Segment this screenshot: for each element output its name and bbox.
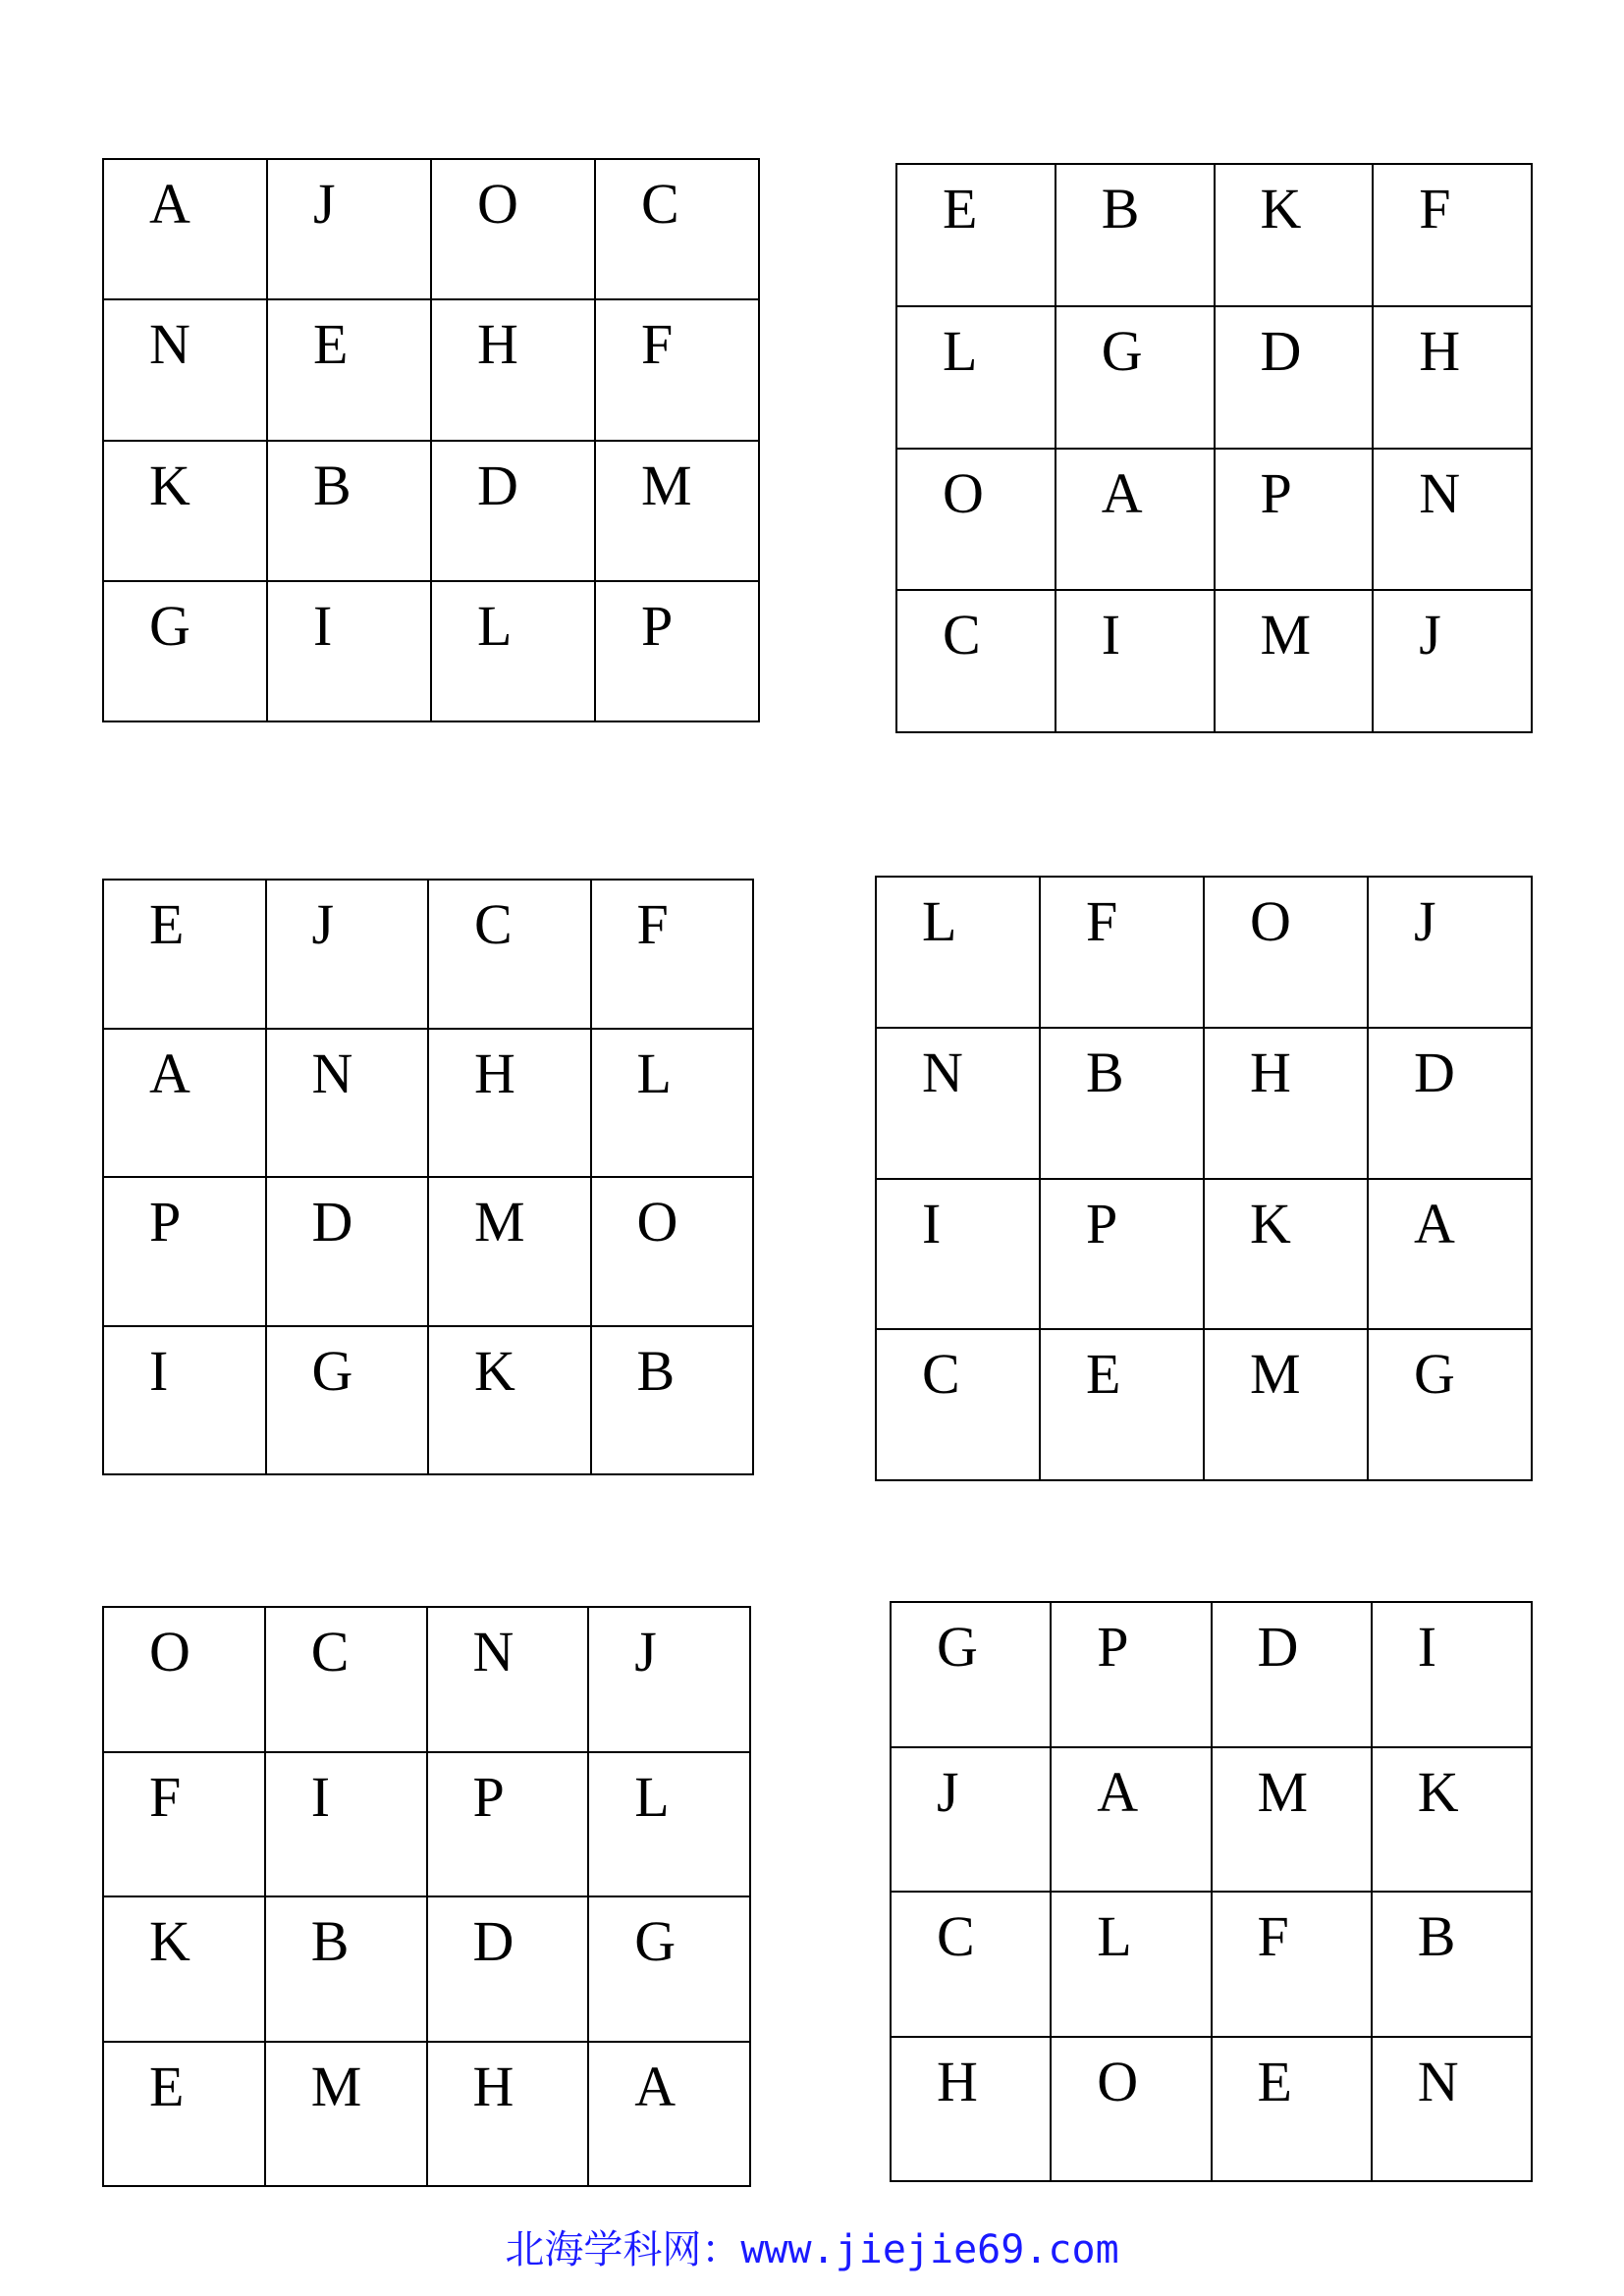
grid-cell — [103, 581, 267, 721]
grid-row — [876, 1179, 1532, 1330]
grid-cell — [428, 1029, 591, 1178]
cell-letter: E — [1086, 1342, 1121, 1407]
grid-cell — [1215, 590, 1374, 732]
cell-letter: C — [641, 172, 679, 236]
grid-row — [103, 1896, 750, 2042]
grid-cell — [1204, 1329, 1368, 1480]
cell-letter: J — [313, 172, 336, 236]
grid-cell — [876, 877, 1040, 1028]
cell-letter: G — [149, 593, 190, 658]
grid-cell — [1040, 877, 1204, 1028]
cell-letter: F — [1257, 1904, 1289, 1968]
cell-letter: B — [313, 453, 352, 517]
grid-cell — [1212, 2037, 1372, 2182]
grid-cell — [1215, 306, 1374, 449]
letter-grid-1 — [102, 158, 760, 722]
cell-letter: L — [634, 1764, 670, 1829]
cell-letter: N — [1417, 2049, 1459, 2113]
grid-cell — [267, 159, 431, 299]
grid-cell — [103, 2042, 265, 2187]
grid-cell — [427, 1607, 589, 1752]
footer-site-name: 北海学科网： — [505, 2227, 741, 2272]
grid-cell — [103, 159, 267, 299]
cell-letter: N — [149, 312, 190, 377]
cell-letter: M — [310, 2054, 362, 2118]
cell-letter: I — [313, 593, 333, 658]
cell-letter: N — [311, 1041, 353, 1105]
grid-cell — [103, 1607, 265, 1752]
cell-letter: P — [641, 593, 674, 658]
cell-letter: I — [922, 1191, 942, 1255]
cell-letter: K — [149, 453, 190, 517]
grid-cell — [266, 880, 429, 1029]
cell-letter: K — [149, 1909, 190, 1973]
cell-letter: H — [1250, 1040, 1291, 1104]
cell-letter: A — [149, 1041, 190, 1105]
cell-letter: E — [149, 2054, 185, 2118]
grid-row — [103, 581, 759, 721]
grid-cell — [267, 441, 431, 581]
cell-letter: L — [922, 889, 957, 953]
grid-cell — [103, 1029, 266, 1178]
cell-letter: A — [634, 2054, 677, 2118]
cell-letter: E — [943, 177, 978, 240]
letter-grid-4 — [875, 876, 1533, 1481]
grid-cell — [1056, 449, 1215, 591]
grid-cell — [265, 1607, 427, 1752]
grid-cell — [103, 299, 267, 440]
grid-cell — [595, 581, 759, 721]
grid-cell — [1212, 1602, 1372, 1747]
grid-cell — [266, 1029, 429, 1178]
grid-cell — [1051, 1602, 1211, 1747]
grid-cell — [896, 164, 1056, 306]
cell-letter: N — [1419, 460, 1461, 525]
letter-grid-5 — [102, 1606, 751, 2187]
cell-letter: G — [634, 1909, 677, 1973]
grid-cell — [1040, 1179, 1204, 1330]
cell-letter: H — [937, 2049, 978, 2113]
grid-cell — [265, 2042, 427, 2187]
grid-cell — [431, 299, 595, 440]
grid-cell — [588, 1607, 750, 1752]
grid-cell — [1056, 590, 1215, 732]
cell-letter: J — [1419, 603, 1441, 667]
grid-cell — [428, 1326, 591, 1475]
cell-letter: D — [1414, 1040, 1455, 1104]
grid-cell — [267, 299, 431, 440]
grid-cell — [1368, 1329, 1532, 1480]
footer-url-link[interactable]: www.jiejie69.com — [740, 2227, 1119, 2272]
cell-letter: F — [641, 312, 674, 377]
cell-letter: M — [1260, 603, 1312, 667]
grid-cell — [1204, 1179, 1368, 1330]
cell-letter: L — [477, 593, 513, 658]
cell-letter: F — [149, 1764, 182, 1829]
letter-grid-6 — [890, 1601, 1533, 2182]
grid-row — [876, 877, 1532, 1028]
cell-letter: D — [472, 1909, 514, 1973]
grid-row — [876, 1028, 1532, 1179]
grid-cell — [428, 880, 591, 1029]
grid-row — [103, 1326, 753, 1475]
grid-cell — [103, 1752, 265, 1897]
grid-cell — [588, 2042, 750, 2187]
cell-letter: F — [1086, 889, 1118, 953]
cell-letter: P — [472, 1764, 505, 1829]
grid-cell — [103, 1177, 266, 1326]
grid-cell — [427, 1896, 589, 2042]
grid-row — [896, 306, 1532, 449]
grid-cell — [428, 1177, 591, 1326]
grid-cell — [427, 2042, 589, 2187]
cell-letter: B — [636, 1338, 676, 1403]
grid-cell — [1373, 164, 1532, 306]
cell-letter: J — [634, 1620, 657, 1683]
cell-letter: J — [1414, 889, 1436, 953]
grid-row — [103, 880, 753, 1029]
cell-letter: E — [1257, 2049, 1292, 2113]
cell-letter: G — [1414, 1342, 1455, 1407]
grid-cell — [595, 299, 759, 440]
grid-row — [103, 1752, 750, 1897]
cell-letter: N — [472, 1620, 514, 1683]
grid-row — [891, 1602, 1532, 1747]
grid-cell — [1040, 1028, 1204, 1179]
grid-row — [103, 1607, 750, 1752]
grid-cell — [1204, 877, 1368, 1028]
grid-cell — [1040, 1329, 1204, 1480]
grid-cell — [1212, 1892, 1372, 2037]
cell-letter: D — [1257, 1615, 1299, 1679]
grid-row — [891, 2037, 1532, 2182]
grid-cell — [1204, 1028, 1368, 1179]
cell-letter: I — [1101, 603, 1121, 667]
grid-cell — [591, 1326, 754, 1475]
cell-letter: I — [1417, 1615, 1437, 1679]
cell-letter: M — [1257, 1759, 1309, 1824]
cell-letter: L — [636, 1041, 672, 1105]
cell-letter: C — [937, 1904, 975, 1968]
grid-cell — [103, 1326, 266, 1475]
grid-cell — [1368, 1028, 1532, 1179]
cell-letter: O — [477, 172, 518, 236]
grid-cell — [591, 1029, 754, 1178]
cell-letter: M — [474, 1190, 525, 1254]
grid-cell — [591, 1177, 754, 1326]
grid-cell — [1051, 2037, 1211, 2182]
grid-cell — [1373, 449, 1532, 591]
cell-letter: J — [311, 892, 335, 956]
letter-grid-3 — [102, 879, 754, 1475]
cell-letter: I — [310, 1764, 331, 1829]
cell-letter: A — [149, 172, 190, 236]
grid-cell — [588, 1752, 750, 1897]
cell-letter: L — [1097, 1904, 1132, 1968]
footer-watermark — [0, 2227, 1624, 2272]
letter-grid-2 — [895, 163, 1533, 733]
cell-letter: O — [943, 460, 984, 525]
grid-cell — [876, 1329, 1040, 1480]
grid-cell — [891, 1602, 1051, 1747]
cell-letter: F — [636, 892, 669, 956]
grid-row — [103, 1177, 753, 1326]
grid-row — [103, 159, 759, 299]
cell-letter: I — [149, 1338, 169, 1403]
grid-cell — [265, 1896, 427, 2042]
cell-letter: K — [1250, 1191, 1291, 1255]
grid-cell — [1372, 1602, 1532, 1747]
grid-cell — [1372, 1747, 1532, 1893]
grid-cell — [1368, 1179, 1532, 1330]
cell-letter: M — [1250, 1342, 1301, 1407]
cell-letter: C — [943, 603, 981, 667]
grid-cell — [595, 441, 759, 581]
grid-cell — [891, 1892, 1051, 2037]
cell-letter: D — [311, 1190, 353, 1254]
grid-cell — [266, 1326, 429, 1475]
grid-cell — [1372, 2037, 1532, 2182]
grid-cell — [591, 880, 754, 1029]
cell-letter: B — [1417, 1904, 1456, 1968]
cell-letter: P — [149, 1190, 182, 1254]
cell-letter: F — [1419, 177, 1451, 240]
grid-cell — [1373, 590, 1532, 732]
cell-letter: J — [937, 1759, 959, 1824]
grid-cell — [1368, 877, 1532, 1028]
cell-letter: N — [922, 1040, 963, 1104]
grid-row — [103, 1029, 753, 1178]
grid-row — [891, 1747, 1532, 1893]
grid-cell — [896, 449, 1056, 591]
cell-letter: C — [310, 1620, 350, 1683]
cell-letter: A — [1097, 1759, 1139, 1824]
grid-cell — [265, 1752, 427, 1897]
grid-cell — [431, 159, 595, 299]
cell-letter: P — [1097, 1615, 1129, 1679]
grid-row — [896, 449, 1532, 591]
grid-row — [103, 441, 759, 581]
grid-cell — [1051, 1892, 1211, 2037]
cell-letter: P — [1086, 1191, 1118, 1255]
cell-letter: P — [1260, 460, 1292, 525]
cell-letter: L — [943, 318, 978, 383]
cell-letter: H — [474, 1041, 515, 1105]
cell-letter: O — [1250, 889, 1291, 953]
grid-cell — [896, 590, 1056, 732]
cell-letter: D — [1260, 318, 1302, 383]
cell-letter: E — [149, 892, 185, 956]
grid-cell — [588, 1896, 750, 2042]
grid-cell — [1372, 1892, 1532, 2037]
grid-cell — [1056, 306, 1215, 449]
grid-row — [876, 1329, 1532, 1480]
grid-cell — [1373, 306, 1532, 449]
grid-cell — [1051, 1747, 1211, 1893]
grid-cell — [266, 1177, 429, 1326]
grid-cell — [431, 581, 595, 721]
cell-letter: O — [636, 1190, 678, 1254]
grid-row — [896, 164, 1532, 306]
cell-letter: G — [1101, 318, 1143, 383]
cell-letter: E — [313, 312, 349, 377]
cell-letter: H — [472, 2054, 514, 2118]
cell-letter: O — [1097, 2049, 1139, 2113]
grid-cell — [1212, 1747, 1372, 1893]
grid-cell — [427, 1752, 589, 1897]
grid-cell — [595, 159, 759, 299]
cell-letter: C — [922, 1342, 960, 1407]
cell-letter: A — [1414, 1191, 1455, 1255]
cell-letter: G — [937, 1615, 978, 1679]
grid-cell — [891, 1747, 1051, 1893]
cell-letter: K — [1417, 1759, 1459, 1824]
grid-row — [103, 2042, 750, 2187]
grid-row — [896, 590, 1532, 732]
grid-cell — [891, 2037, 1051, 2182]
grid-cell — [103, 441, 267, 581]
cell-letter: B — [1086, 1040, 1124, 1104]
grid-cell — [876, 1179, 1040, 1330]
grid-row — [891, 1892, 1532, 2037]
cell-letter: K — [1260, 177, 1302, 240]
cell-letter: C — [474, 892, 513, 956]
grid-cell — [431, 441, 595, 581]
cell-letter: D — [477, 453, 518, 517]
cell-letter: H — [1419, 318, 1461, 383]
cell-letter: K — [474, 1338, 515, 1403]
grid-cell — [896, 306, 1056, 449]
grid-cell — [1215, 164, 1374, 306]
grid-cell — [1215, 449, 1374, 591]
cell-letter: B — [310, 1909, 350, 1973]
grid-cell — [267, 581, 431, 721]
cell-letter: G — [311, 1338, 353, 1403]
grid-cell — [103, 880, 266, 1029]
cell-letter: H — [477, 312, 518, 377]
grid-cell — [876, 1028, 1040, 1179]
cell-letter: O — [149, 1620, 190, 1683]
grid-row — [103, 299, 759, 440]
grid-cell — [103, 1896, 265, 2042]
grid-cell — [1056, 164, 1215, 306]
cell-letter: B — [1101, 177, 1140, 240]
cell-letter: M — [641, 453, 692, 517]
cell-letter: A — [1101, 460, 1143, 525]
